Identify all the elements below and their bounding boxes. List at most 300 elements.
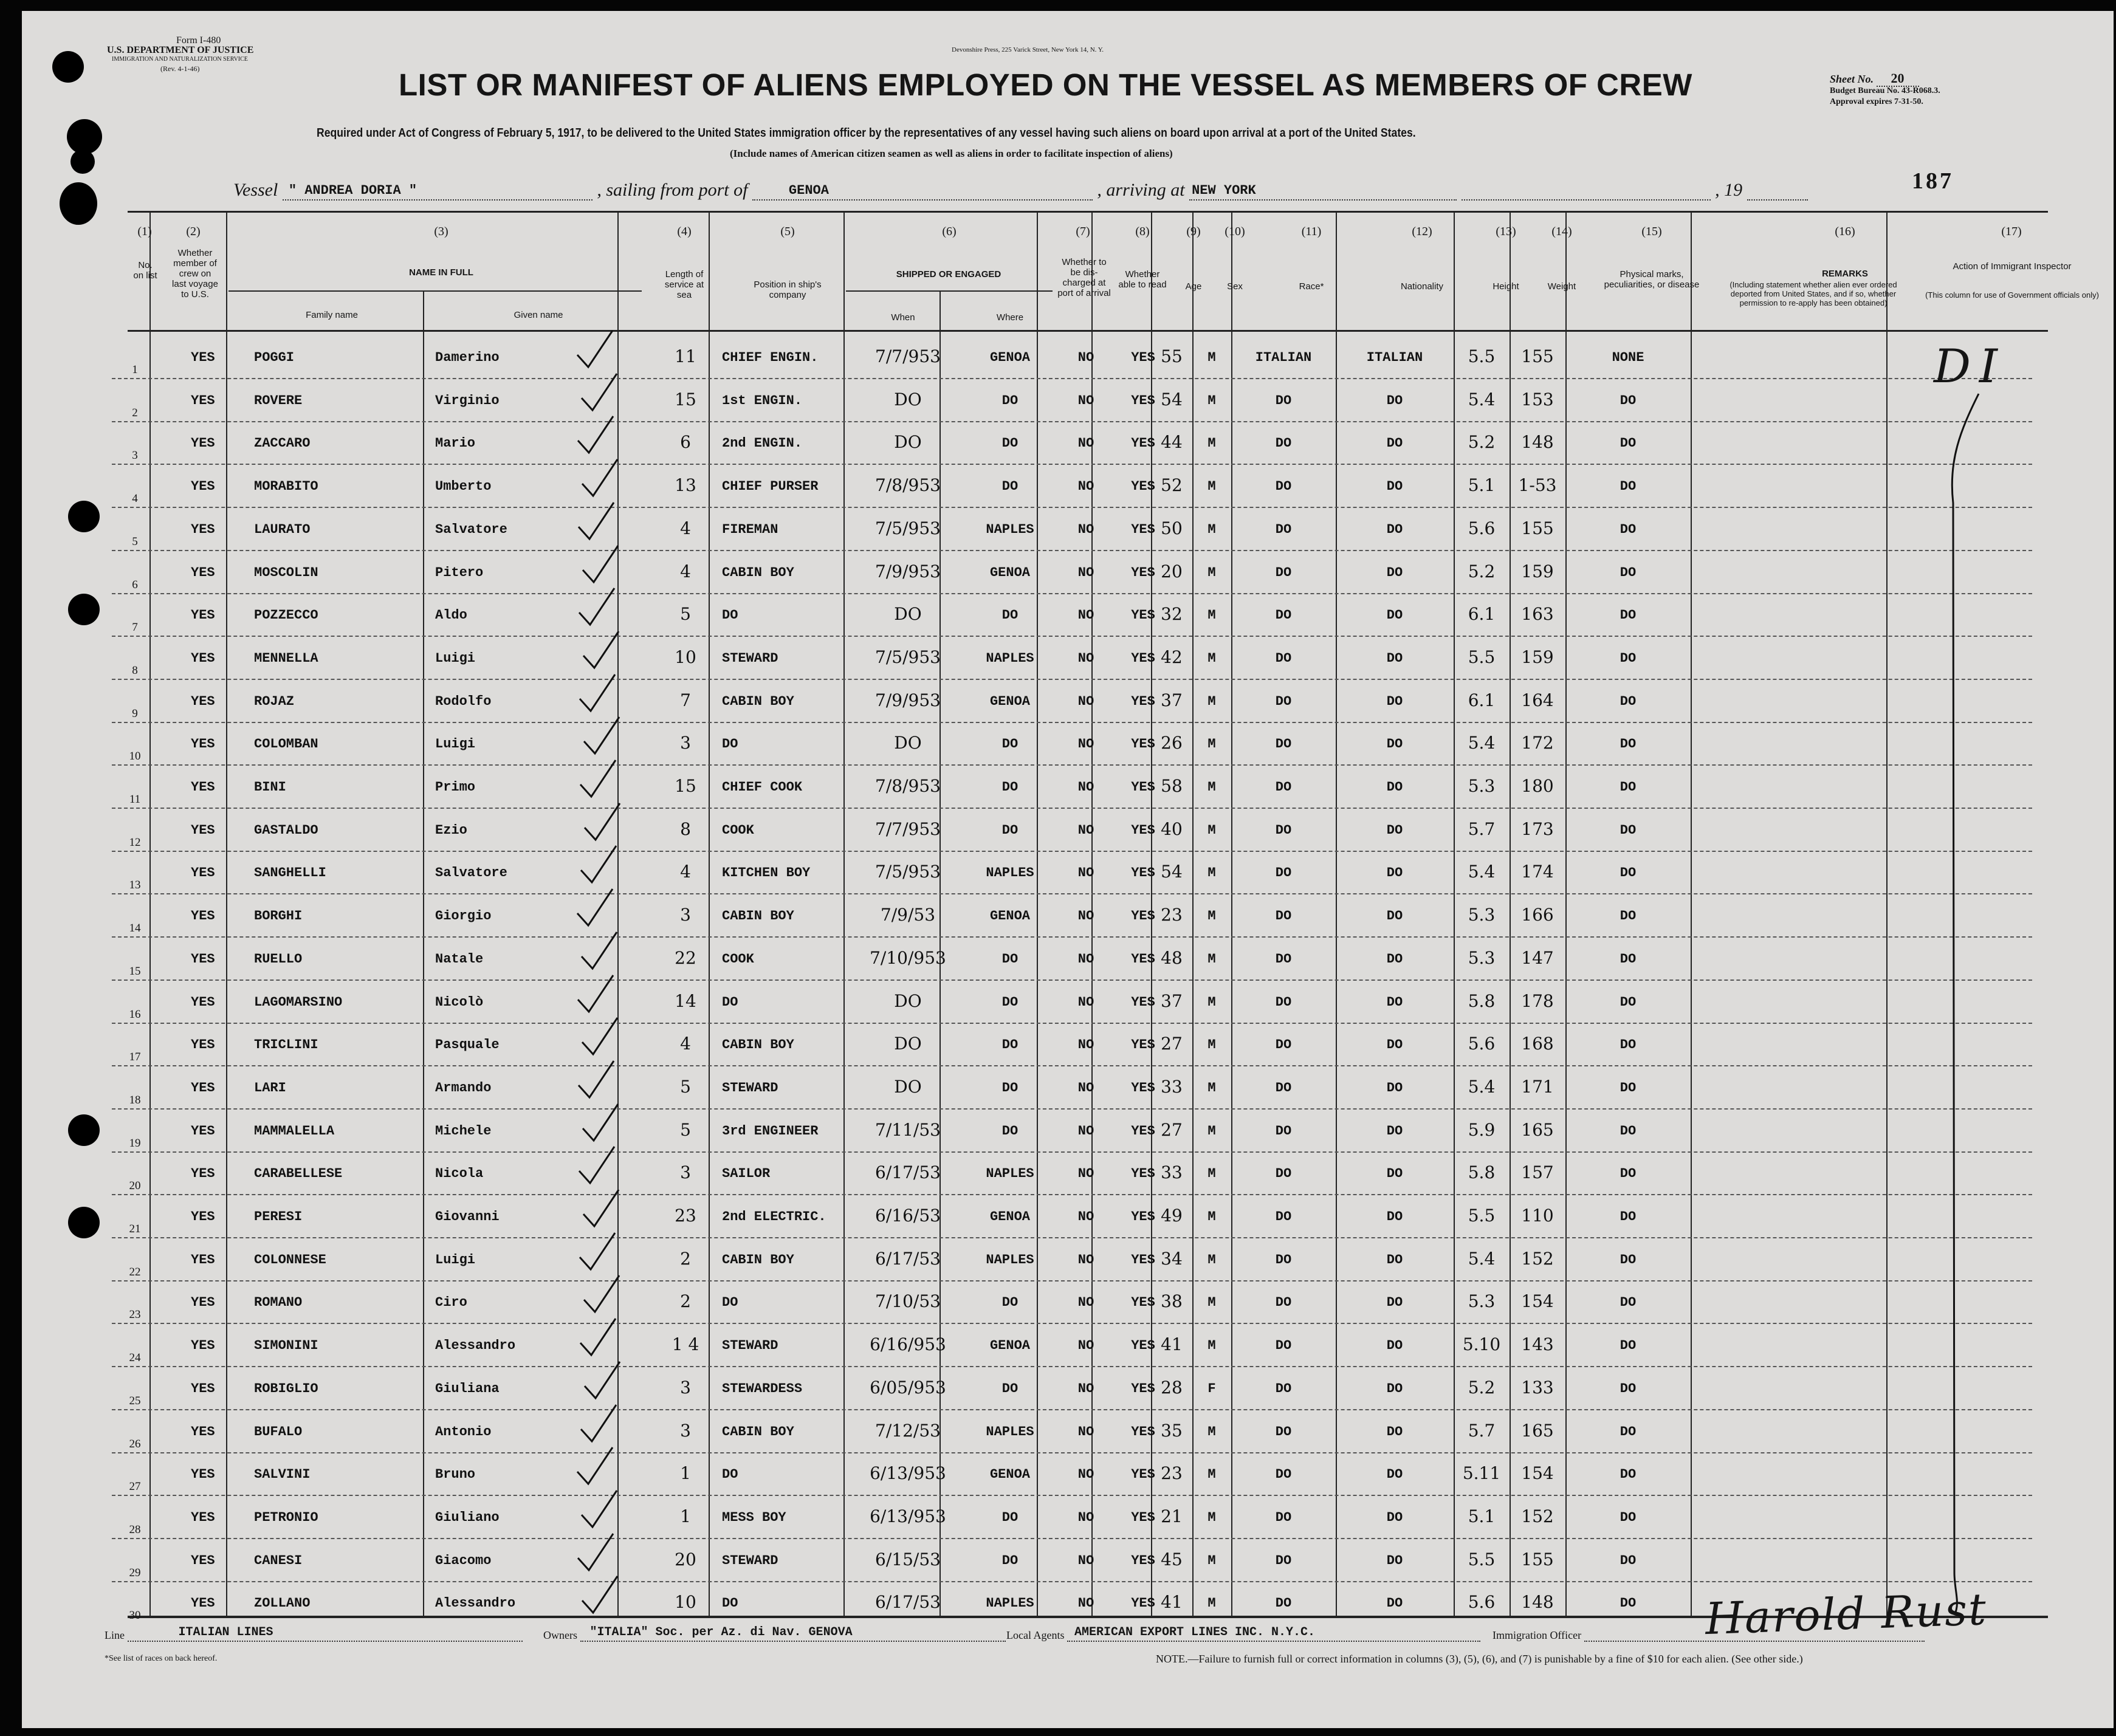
cell-age: 32 bbox=[1161, 604, 1183, 624]
cell-marks: DO bbox=[1620, 1338, 1637, 1353]
cell-crew: YES bbox=[191, 608, 215, 623]
cell-sex: M bbox=[1207, 1338, 1216, 1353]
cell-age: 54 bbox=[1161, 389, 1183, 410]
check-mark-icon bbox=[581, 629, 623, 671]
check-mark-icon bbox=[575, 1531, 618, 1574]
cell-given: Nicolò bbox=[435, 995, 484, 1010]
cell-crew: YES bbox=[191, 393, 215, 408]
cell-height: 5.5 bbox=[1468, 647, 1496, 667]
cell-marks: DO bbox=[1620, 608, 1637, 623]
cell-weight: 143 bbox=[1521, 1334, 1554, 1354]
row-divider bbox=[112, 464, 2032, 465]
cell-weight: 152 bbox=[1521, 1249, 1554, 1269]
col10-number: (10) bbox=[1225, 225, 1245, 238]
cell-nat: DO bbox=[1386, 1553, 1403, 1568]
cell-when: 6/16/953 bbox=[870, 1334, 946, 1354]
cell-marks: NONE bbox=[1612, 350, 1644, 365]
cell-height: 5.7 bbox=[1468, 1421, 1496, 1441]
cell-weight: 148 bbox=[1521, 1592, 1554, 1612]
check-mark-icon bbox=[577, 672, 620, 715]
col6-number: (6) bbox=[942, 225, 957, 238]
cell-weight: 155 bbox=[1521, 518, 1554, 538]
cell-age: 37 bbox=[1161, 690, 1183, 710]
cell-where: GENOA bbox=[989, 908, 1030, 924]
cell-read: YES bbox=[1131, 780, 1155, 795]
cell-sex: M bbox=[1207, 908, 1216, 924]
cell-weight: 155 bbox=[1521, 1549, 1554, 1570]
cell-race: DO bbox=[1275, 1166, 1292, 1181]
row-number: 19 bbox=[129, 1137, 141, 1150]
cell-sex: M bbox=[1207, 651, 1216, 666]
cell-crew: YES bbox=[191, 1338, 215, 1353]
cell-nat: DO bbox=[1386, 1080, 1403, 1096]
cell-given: Ezio bbox=[435, 823, 467, 838]
cell-crew: YES bbox=[191, 823, 215, 838]
col4-number: (4) bbox=[677, 225, 692, 238]
cell-family: ROVERE bbox=[254, 393, 303, 408]
cell-when: 7/10/953 bbox=[870, 948, 946, 968]
cell-given: Aldo bbox=[435, 608, 467, 623]
cell-crew: YES bbox=[191, 780, 215, 795]
cell-marks: DO bbox=[1620, 736, 1637, 752]
agents-label: Local Agents bbox=[1006, 1629, 1065, 1641]
col5-header: Position in ship's company bbox=[754, 280, 822, 300]
cell-given: Antonio bbox=[435, 1424, 492, 1439]
sheet-label: Sheet No. bbox=[1830, 73, 1874, 85]
row-number: 16 bbox=[129, 1008, 141, 1021]
cell-crew: YES bbox=[191, 522, 215, 537]
cell-read: YES bbox=[1131, 952, 1155, 967]
cell-where: DO bbox=[1001, 479, 1018, 494]
cell-crew: YES bbox=[191, 436, 215, 451]
col7-number: (7) bbox=[1076, 225, 1090, 238]
col8-number: (8) bbox=[1135, 225, 1150, 238]
check-mark-icon bbox=[579, 371, 622, 414]
cell-age: 28 bbox=[1161, 1377, 1183, 1398]
cell-height: 5.6 bbox=[1468, 1034, 1496, 1054]
cell-position: CHIEF COOK bbox=[722, 780, 803, 795]
cell-service: 3 bbox=[680, 1377, 691, 1398]
cell-family: LAURATO bbox=[254, 522, 311, 537]
col1-number: (1) bbox=[137, 225, 152, 238]
col3-family-header: Family name bbox=[306, 310, 358, 320]
col14-header: Weight bbox=[1547, 281, 1576, 292]
cell-position: 3rd ENGINEER bbox=[722, 1124, 819, 1139]
cell-family: SANGHELLI bbox=[254, 865, 326, 880]
cell-family: PETRONIO bbox=[254, 1510, 318, 1525]
cell-marks: DO bbox=[1620, 1037, 1637, 1052]
cell-nat: DO bbox=[1386, 1295, 1403, 1310]
cell-given: Armando bbox=[435, 1080, 492, 1096]
cell-crew: YES bbox=[191, 1424, 215, 1439]
cell-given: Luigi bbox=[435, 651, 476, 666]
agents-value: AMERICAN EXPORT LINES INC. N.Y.C. bbox=[1074, 1625, 1316, 1639]
check-mark-icon bbox=[579, 930, 622, 972]
cell-crew: YES bbox=[191, 1596, 215, 1611]
cell-weight: 133 bbox=[1521, 1377, 1554, 1398]
cell-position: CABIN BOY bbox=[722, 908, 794, 924]
cell-weight: 163 bbox=[1521, 604, 1554, 624]
cell-family: CARABELLESE bbox=[254, 1166, 343, 1181]
cell-nat: DO bbox=[1386, 865, 1403, 880]
cell-weight: 159 bbox=[1521, 647, 1554, 667]
cell-where: DO bbox=[1001, 1037, 1018, 1052]
cell-read: YES bbox=[1131, 1080, 1155, 1096]
row-divider bbox=[112, 1323, 2032, 1324]
cell-sex: M bbox=[1207, 1124, 1216, 1139]
cell-service: 23 bbox=[675, 1206, 696, 1226]
cell-disch: NO bbox=[1077, 952, 1094, 967]
cell-weight: 168 bbox=[1521, 1034, 1554, 1054]
cell-height: 5.2 bbox=[1468, 432, 1496, 452]
cell-service: 5 bbox=[680, 1120, 691, 1140]
cell-marks: DO bbox=[1620, 694, 1637, 709]
cell-race: DO bbox=[1275, 565, 1292, 580]
cell-marks: DO bbox=[1620, 479, 1637, 494]
cell-crew: YES bbox=[191, 1252, 215, 1268]
row-divider bbox=[112, 851, 2032, 852]
row-number: 22 bbox=[129, 1266, 141, 1278]
cell-position: STEWARD bbox=[722, 651, 778, 666]
cell-service: 4 bbox=[680, 1034, 691, 1054]
cell-where: GENOA bbox=[989, 1209, 1030, 1224]
row-divider bbox=[112, 679, 2032, 680]
cell-when: DO bbox=[894, 389, 922, 410]
cell-nat: DO bbox=[1386, 952, 1403, 967]
check-mark-icon bbox=[582, 715, 624, 757]
cell-given: Giuliano bbox=[435, 1510, 500, 1525]
cell-when: DO bbox=[894, 1077, 922, 1097]
cell-service: 4 bbox=[680, 561, 691, 582]
cell-disch: NO bbox=[1077, 1252, 1094, 1268]
cell-disch: NO bbox=[1077, 1553, 1094, 1568]
cell-when: 7/8/953 bbox=[875, 475, 941, 495]
cell-height: 5.3 bbox=[1468, 776, 1496, 796]
cell-disch: NO bbox=[1077, 350, 1094, 365]
penalty-note: NOTE.—Failure to furnish full or correct information in columns (3), (5), (6), and (7) is punishable by a fine of $10 for each alien. (See other side.) bbox=[1156, 1653, 1803, 1665]
cell-age: 20 bbox=[1161, 561, 1183, 582]
cell-crew: YES bbox=[191, 1553, 215, 1568]
cell-position: CHIEF PURSER bbox=[722, 479, 819, 494]
cell-height: 5.8 bbox=[1468, 991, 1496, 1011]
cell-marks: DO bbox=[1620, 908, 1637, 924]
cell-sex: M bbox=[1207, 608, 1216, 623]
cell-height: 5.3 bbox=[1468, 948, 1496, 968]
cell-given: Rodolfo bbox=[435, 694, 492, 709]
cell-when: 7/12/53 bbox=[875, 1421, 941, 1441]
cell-position: CABIN BOY bbox=[722, 1037, 794, 1052]
sailing-port: GENOA bbox=[788, 183, 829, 198]
row-divider bbox=[112, 1495, 2032, 1496]
row-divider bbox=[112, 1581, 2032, 1582]
cell-marks: DO bbox=[1620, 1295, 1637, 1310]
column-rule bbox=[226, 212, 227, 1617]
row-number: 3 bbox=[132, 449, 138, 462]
cell-family: LARI bbox=[254, 1080, 286, 1096]
cell-crew: YES bbox=[191, 1467, 215, 1482]
cell-age: 42 bbox=[1161, 647, 1183, 667]
cell-crew: YES bbox=[191, 1209, 215, 1224]
page-subtitle: Required under Act of Congress of February 5, 1917, to be delivered to the United States immigration officer by the representatives of any vessel having such aliens on board upon arrival at a port of the United States. bbox=[317, 126, 1416, 140]
binding-hole bbox=[68, 501, 100, 532]
cell-disch: NO bbox=[1077, 651, 1094, 666]
cell-service: 5 bbox=[680, 604, 691, 624]
cell-read: YES bbox=[1131, 908, 1155, 924]
cell-sex: M bbox=[1207, 823, 1216, 838]
row-divider bbox=[112, 893, 2032, 894]
owners-value: "ITALIA" Soc. per Az. di Nav. GENOVA bbox=[589, 1625, 853, 1639]
check-mark-icon bbox=[577, 1230, 620, 1273]
cell-weight: 153 bbox=[1521, 389, 1554, 410]
owners-label: Owners bbox=[543, 1629, 577, 1641]
cell-family: COLOMBAN bbox=[254, 736, 318, 752]
cell-weight: 174 bbox=[1521, 862, 1554, 882]
cell-sex: M bbox=[1207, 1467, 1216, 1482]
row-divider bbox=[112, 1538, 2032, 1539]
col17-header: Action of Immigrant Inspector bbox=[1953, 261, 2072, 272]
col9-header: Age bbox=[1185, 281, 1202, 292]
row-number: 17 bbox=[129, 1051, 141, 1063]
cell-age: 21 bbox=[1161, 1506, 1183, 1526]
cell-crew: YES bbox=[191, 565, 215, 580]
row-divider bbox=[112, 936, 2032, 938]
cell-given: Giorgio bbox=[435, 908, 492, 924]
check-mark-icon bbox=[580, 1015, 622, 1058]
cell-race: DO bbox=[1275, 1209, 1292, 1224]
cell-nat: DO bbox=[1386, 1209, 1403, 1224]
check-mark-icon bbox=[581, 1187, 623, 1230]
cell-read: YES bbox=[1131, 1209, 1155, 1224]
cell-where: DO bbox=[1001, 1295, 1018, 1310]
cell-sex: M bbox=[1207, 522, 1216, 537]
cell-sex: M bbox=[1207, 1166, 1216, 1181]
cell-crew: YES bbox=[191, 479, 215, 494]
cell-nat: DO bbox=[1386, 995, 1403, 1010]
cell-given: Giuliana bbox=[435, 1381, 500, 1396]
check-mark-icon bbox=[578, 1316, 620, 1359]
cell-height: 5.1 bbox=[1468, 1506, 1496, 1526]
row-divider bbox=[112, 1065, 2032, 1066]
row-divider bbox=[112, 722, 2032, 723]
cell-height: 5.3 bbox=[1468, 905, 1496, 925]
cell-nat: DO bbox=[1386, 436, 1403, 451]
cell-where: DO bbox=[1001, 1510, 1018, 1525]
cell-family: MOSCOLIN bbox=[254, 565, 318, 580]
cell-when: 7/7/953 bbox=[875, 819, 941, 839]
cell-nat: DO bbox=[1386, 908, 1403, 924]
cell-marks: DO bbox=[1620, 565, 1637, 580]
cell-where: NAPLES bbox=[986, 1166, 1034, 1181]
cell-height: 5.2 bbox=[1468, 1377, 1496, 1398]
row-divider bbox=[112, 507, 2032, 508]
cell-service: 6 bbox=[680, 432, 691, 452]
cell-where: NAPLES bbox=[986, 865, 1034, 880]
cell-disch: NO bbox=[1077, 1295, 1094, 1310]
cell-position: FIREMAN bbox=[722, 522, 778, 537]
officer-signature: Harold Rust bbox=[1704, 1583, 1988, 1645]
cell-service: 15 bbox=[675, 776, 696, 796]
cell-race: DO bbox=[1275, 1381, 1292, 1396]
cell-when: 6/17/53 bbox=[875, 1592, 941, 1612]
cell-where: NAPLES bbox=[986, 651, 1034, 666]
row-divider bbox=[112, 1023, 2032, 1024]
cell-weight: 165 bbox=[1521, 1120, 1554, 1140]
cell-sex: M bbox=[1207, 865, 1216, 880]
cell-age: 26 bbox=[1161, 733, 1183, 753]
cell-race: ITALIAN bbox=[1255, 350, 1312, 365]
arriving-port: NEW YORK bbox=[1192, 183, 1256, 198]
cell-when: 7/8/953 bbox=[875, 776, 941, 796]
col2-header: Whether member of crew on last voyage to U.S. bbox=[172, 248, 218, 300]
cell-family: COLONNESE bbox=[254, 1252, 326, 1268]
row-number: 4 bbox=[132, 492, 138, 505]
row-divider bbox=[112, 1237, 2032, 1238]
cell-nat: DO bbox=[1386, 1338, 1403, 1353]
cell-position: 2nd ENGIN. bbox=[722, 436, 803, 451]
cell-race: DO bbox=[1275, 694, 1292, 709]
cell-marks: DO bbox=[1620, 1467, 1637, 1482]
cell-given: Pasquale bbox=[435, 1037, 500, 1052]
cell-marks: DO bbox=[1620, 522, 1637, 537]
cell-when: 7/5/953 bbox=[875, 862, 941, 882]
cell-height: 5.2 bbox=[1468, 561, 1496, 582]
cell-position: COOK bbox=[722, 823, 754, 838]
row-number: 23 bbox=[129, 1308, 141, 1321]
cell-given: Mario bbox=[435, 436, 476, 451]
row-divider bbox=[112, 421, 2032, 422]
cell-when: 7/5/953 bbox=[875, 647, 941, 667]
row-divider bbox=[112, 764, 2032, 766]
cell-disch: NO bbox=[1077, 1037, 1094, 1052]
cell-age: 27 bbox=[1161, 1120, 1183, 1140]
cell-age: 41 bbox=[1161, 1334, 1183, 1354]
cell-position: DO bbox=[722, 1596, 738, 1611]
col6-where-header: Where bbox=[996, 312, 1024, 323]
vessel-name: " ANDREA DORIA " bbox=[288, 183, 417, 198]
cell-service: 20 bbox=[675, 1549, 696, 1570]
row-number: 2 bbox=[132, 407, 138, 419]
cell-given: Virginio bbox=[435, 393, 500, 408]
cell-given: Michele bbox=[435, 1124, 492, 1139]
cell-read: YES bbox=[1131, 1424, 1155, 1439]
col11-number: (11) bbox=[1301, 225, 1322, 238]
cell-crew: YES bbox=[191, 1510, 215, 1525]
row-number: 21 bbox=[129, 1223, 141, 1235]
cell-crew: YES bbox=[191, 1037, 215, 1052]
officer-label: Immigration Officer bbox=[1493, 1629, 1582, 1641]
cell-nat: DO bbox=[1386, 1596, 1403, 1611]
cell-disch: NO bbox=[1077, 823, 1094, 838]
cell-where: DO bbox=[1001, 1381, 1018, 1396]
cell-nat: DO bbox=[1386, 1166, 1403, 1181]
col3-number: (3) bbox=[434, 225, 448, 238]
cell-height: 5.4 bbox=[1468, 862, 1496, 882]
cell-marks: DO bbox=[1620, 651, 1637, 666]
cell-age: 34 bbox=[1161, 1249, 1183, 1269]
cell-sex: M bbox=[1207, 736, 1216, 752]
cell-nat: DO bbox=[1386, 651, 1403, 666]
cell-nat: DO bbox=[1386, 823, 1403, 838]
col13-number: (13) bbox=[1496, 225, 1516, 238]
cell-service: 10 bbox=[675, 1592, 696, 1612]
cell-position: STEWARDESS bbox=[722, 1381, 803, 1396]
cell-when: DO bbox=[894, 604, 922, 624]
cell-position: KITCHEN BOY bbox=[722, 865, 811, 880]
cell-weight: 180 bbox=[1521, 776, 1554, 796]
cell-read: YES bbox=[1131, 1295, 1155, 1310]
col7-header: Whether to be dis-charged at port of arrival bbox=[1057, 257, 1111, 298]
cell-position: COOK bbox=[722, 952, 754, 967]
cell-age: 40 bbox=[1161, 819, 1183, 839]
cell-disch: NO bbox=[1077, 1209, 1094, 1224]
cell-disch: NO bbox=[1077, 1424, 1094, 1439]
col12-header: Nationality bbox=[1400, 281, 1444, 292]
col4-header: Length of service at sea bbox=[664, 269, 704, 300]
cell-where: DO bbox=[1001, 780, 1018, 795]
cell-sex: M bbox=[1207, 1510, 1216, 1525]
cell-service: 5 bbox=[680, 1077, 691, 1097]
cell-family: MORABITO bbox=[254, 479, 318, 494]
check-mark-icon bbox=[575, 973, 618, 1015]
cell-weight: 147 bbox=[1521, 948, 1554, 968]
cell-height: 5.6 bbox=[1468, 1592, 1496, 1612]
stamped-number: 187 bbox=[1912, 168, 1954, 194]
cell-service: 1 bbox=[680, 1506, 691, 1526]
check-mark-icon bbox=[575, 414, 618, 456]
cell-given: Alessandro bbox=[435, 1338, 516, 1353]
cell-read: YES bbox=[1131, 1037, 1155, 1052]
cell-marks: DO bbox=[1620, 1124, 1637, 1139]
row-divider bbox=[112, 980, 2032, 981]
races-note: *See list of races on back hereof. bbox=[105, 1654, 218, 1663]
row-divider bbox=[112, 1108, 2032, 1110]
cell-family: LAGOMARSINO bbox=[254, 995, 343, 1010]
cell-read: YES bbox=[1131, 1510, 1155, 1525]
cell-race: DO bbox=[1275, 479, 1292, 494]
cell-nat: DO bbox=[1386, 608, 1403, 623]
check-mark-icon bbox=[580, 543, 623, 586]
cell-sex: M bbox=[1207, 952, 1216, 967]
cell-marks: DO bbox=[1620, 865, 1637, 880]
cell-height: 5.1 bbox=[1468, 475, 1496, 495]
cell-given: Alessandro bbox=[435, 1596, 516, 1611]
col11-header: Race* bbox=[1299, 281, 1324, 292]
cell-age: 50 bbox=[1161, 518, 1183, 538]
row-number: 30 bbox=[129, 1609, 141, 1622]
cell-position: CABIN BOY bbox=[722, 694, 794, 709]
footer-owners bbox=[543, 1627, 1006, 1642]
cell-disch: NO bbox=[1077, 736, 1094, 752]
cell-read: YES bbox=[1131, 1252, 1155, 1268]
check-mark-icon bbox=[577, 1144, 619, 1187]
cell-age: 37 bbox=[1161, 991, 1183, 1011]
cell-where: DO bbox=[1001, 393, 1018, 408]
cell-given: Luigi bbox=[435, 1252, 476, 1268]
manifest-sheet bbox=[22, 11, 2114, 1728]
cell-disch: NO bbox=[1077, 1467, 1094, 1482]
cell-marks: DO bbox=[1620, 393, 1637, 408]
cell-race: DO bbox=[1275, 1338, 1292, 1353]
row-number: 10 bbox=[129, 750, 141, 763]
col15-header: Physical marks, peculiarities, or disease bbox=[1604, 269, 1700, 290]
cell-weight: 159 bbox=[1521, 561, 1554, 582]
cell-height: 5.4 bbox=[1468, 1249, 1496, 1269]
cell-disch: NO bbox=[1077, 1510, 1094, 1525]
row-divider bbox=[112, 1194, 2032, 1195]
col17-subheader: (This column for use of Government officials only) bbox=[1925, 290, 2099, 300]
column-rule bbox=[423, 290, 424, 1617]
cell-read: YES bbox=[1131, 608, 1155, 623]
